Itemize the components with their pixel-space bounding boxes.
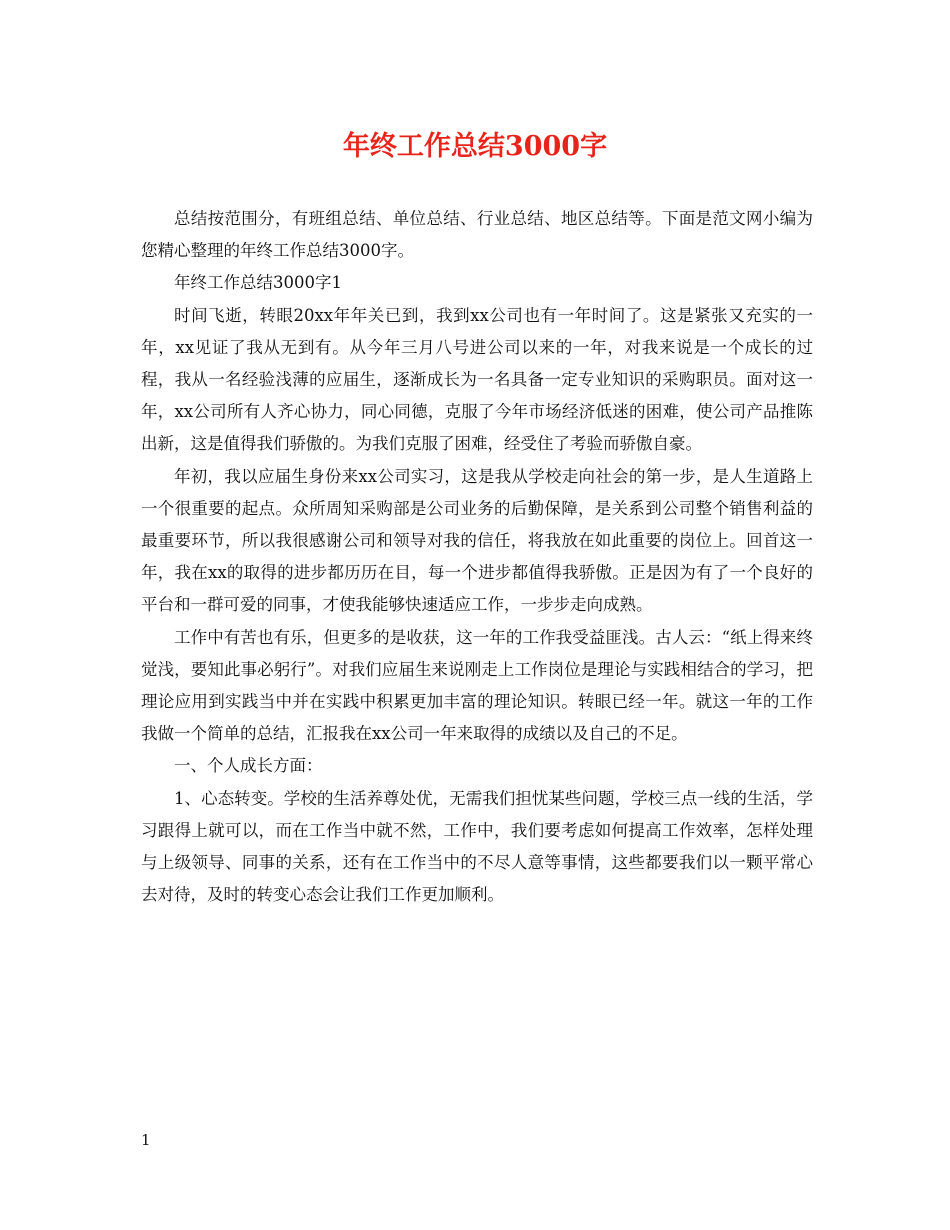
intro-paragraph: 总结按范围分，有班组总结、单位总结、行业总结、地区总结等。下面是范文网小编为您精心整理的年终工作总结3000字。	[141, 209, 813, 261]
subsection-heading: 一、个人成长方面：	[174, 756, 323, 776]
page-number: 1	[141, 1131, 151, 1149]
section-heading: 年终工作总结3000字1	[174, 273, 342, 293]
document-body	[141, 203, 813, 911]
body-paragraph: 工作中有苦也有乐，但更多的是收获，这一年的工作我受益匪浅。古人云：“纸上得来终觉浅，要知此事必躬行”。对我们应届生来说刚走上工作岗位是理论与实践相结合的学习，把理论应用到实践当中并在实践中积累更加丰富的理论知识。转眼已经一年。就这一年的工作我做一个简单的总结，汇报我在xx公司一年来取得的成绩以及自己的不足。	[141, 627, 813, 744]
body-paragraph: 1、心态转变。学校的生活养尊处优，无需我们担忧某些问题，学校三点一线的生活，学习跟得上就可以，而在工作当中就不然，工作中，我们要考虑如何提高工作效率，怎样处理与上级领导、同事的关系，还有在工作当中的不尽人意等事情，这些都要我们以一颗平常心去对待，及时的转变心态会让我们工作更加顺利。	[141, 788, 813, 905]
body-paragraph: 时间飞逝，转眼20xx年年关已到，我到xx公司也有一年时间了。这是紧张又充实的一年，xx见证了我从无到有。从今年三月八号进公司以来的一年，对我来说是一个成长的过程，我从一名经验浅薄的应届生，逐渐成长为一名具备一定专业知识的采购职员。面对这一年，xx公司所有人齐心协力，同心同德，克服了今年市场经济低迷的困难，使公司产品推陈出新，这是值得我们骄傲的。为我们克服了困难，经受住了考验而骄傲自豪。	[141, 305, 813, 454]
body-paragraph: 年初，我以应届生身份来xx公司实习，这是我从学校走向社会的第一步，是人生道路上一个很重要的起点。众所周知采购部是公司业务的后勤保障，是关系到公司整个销售利益的最重要环节，所以我很感谢公司和领导对我的信任，将我放在如此重要的岗位上。回首这一年，我在xx的取得的进步都历历在目，每一个进步都值得我骄傲。正是因为有了一个良好的平台和一群可爱的同事，才使我能够快速适应工作，一步步走向成熟。	[141, 466, 813, 615]
document-title: 年终工作总结3000字	[342, 131, 608, 162]
